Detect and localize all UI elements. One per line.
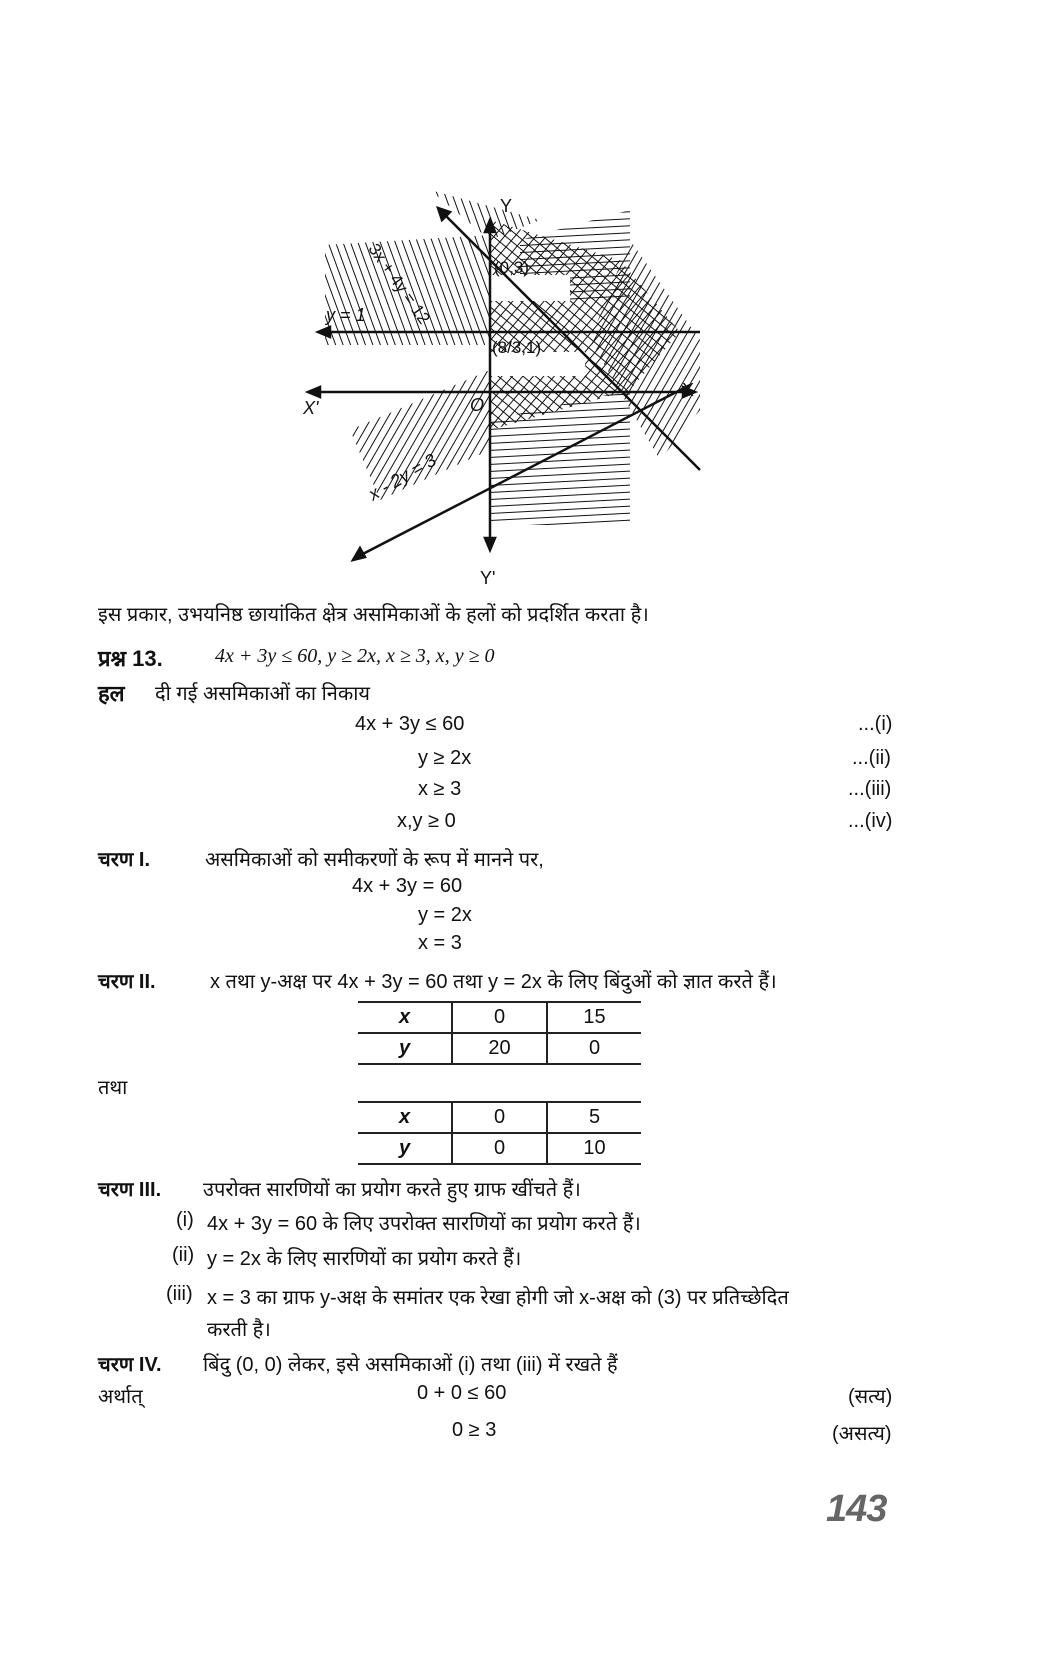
values-table-1 xyxy=(358,1001,641,1065)
step3-text: उपरोक्त सारणियों का प्रयोग करते हुए ग्राफ खींचते हैं। xyxy=(203,1179,581,1201)
label-y-axis-neg: Y' xyxy=(480,568,496,588)
step3-item-2-num: (ii) xyxy=(172,1244,195,1266)
system-eq-4: x,y ≥ 0 xyxy=(397,810,456,832)
table-cell: y xyxy=(358,1133,452,1164)
step3-item-2-text: y = 2x के लिए सारणियों का प्रयोग करते हैं। xyxy=(207,1248,522,1270)
label-line1: 3x + 4y = 12 xyxy=(364,240,434,328)
step2-label: चरण II. xyxy=(98,971,156,993)
table-cell: 15 xyxy=(547,1002,641,1033)
values-table-2 xyxy=(358,1101,641,1165)
table-cell: y xyxy=(358,1033,452,1064)
step3-item-1-num: (i) xyxy=(176,1209,194,1231)
label-point-0-3: (0,3) xyxy=(494,258,529,277)
table-cell: 0 xyxy=(452,1002,547,1033)
step1-eq-2: y = 2x xyxy=(418,904,472,926)
table-cell: 0 xyxy=(452,1133,547,1164)
check-2-eq: 0 ≥ 3 xyxy=(452,1419,497,1441)
system-tag-4: ...(iv) xyxy=(848,810,893,832)
step1-eq-1: 4x + 3y = 60 xyxy=(352,875,463,897)
table-row xyxy=(358,1133,641,1164)
system-tag-2: ...(ii) xyxy=(852,747,891,769)
solution-text: दी गई असमिकाओं का निकाय xyxy=(155,683,370,705)
step2-text: x तथा y-अक्ष पर 4x + 3y = 60 तथा y = 2x के लिए बिंदुओं को ज्ञात करते हैं। xyxy=(210,971,777,993)
solution-label: हल xyxy=(98,681,125,706)
system-eq-3: x ≥ 3 xyxy=(418,778,462,800)
system-eq-1: 4x + 3y ≤ 60 xyxy=(355,713,465,735)
step4-label: चरण IV. xyxy=(98,1354,162,1376)
table-row xyxy=(358,1002,641,1033)
step3-item-3-text: x = 3 का ग्राफ y-अक्ष के समांतर एक रेखा होगी जो x-अक्ष को (3) पर प्रतिच्छेदित xyxy=(207,1287,789,1309)
and-label: तथा xyxy=(98,1077,128,1099)
table-cell: x xyxy=(358,1002,452,1033)
step4-text: बिंदु (0, 0) लेकर, इसे असमिकाओं (i) तथा (iii) में रखते हैं xyxy=(203,1354,618,1376)
step1-label: चरण I. xyxy=(98,849,151,871)
table-cell: 20 xyxy=(452,1033,547,1064)
page-number: 143 xyxy=(826,1488,887,1530)
system-tag-1: ...(i) xyxy=(858,713,893,735)
table-cell: 10 xyxy=(547,1133,641,1164)
inequality-graph xyxy=(290,180,710,600)
system-tag-3: ...(iii) xyxy=(848,778,892,800)
conclusion-text: इस प्रकार, उभयनिष्ठ छायांकित क्षेत्र असमिकाओं के हलों को प्रदर्शित करता है। xyxy=(98,604,649,626)
step3-item-3-num: (iii) xyxy=(166,1283,193,1305)
label-origin: O xyxy=(470,395,485,415)
question-label: प्रश्न 13. xyxy=(98,646,163,671)
step1-eq-3: x = 3 xyxy=(418,932,462,954)
table-row xyxy=(358,1033,641,1064)
table-row xyxy=(358,1102,641,1133)
table-cell: 0 xyxy=(547,1033,641,1064)
label-line3: x - 2y = 3 xyxy=(365,449,440,505)
step3-label: चरण III. xyxy=(98,1179,162,1201)
check-1-result: (सत्य) xyxy=(848,1386,893,1408)
check-2-result: (असत्य) xyxy=(832,1423,892,1445)
label-point-8-3-1: (8/3,1) xyxy=(492,338,542,357)
table-cell: 0 xyxy=(452,1102,547,1133)
step3-item-3-cont: करती है। xyxy=(207,1319,271,1341)
check-1-prefix: अर्थात् xyxy=(98,1386,143,1408)
check-1-eq: 0 + 0 ≤ 60 xyxy=(417,1382,507,1404)
question-text: 4x + 3y ≤ 60, y ≥ 2x, x ≥ 3, x, y ≥ 0 xyxy=(215,645,495,667)
label-x-axis-neg: X' xyxy=(303,398,319,418)
system-eq-2: y ≥ 2x xyxy=(418,747,472,769)
table-cell: x xyxy=(358,1102,452,1133)
step1-text: असमिकाओं को समीकरणों के रूप में मानने पर, xyxy=(205,849,544,871)
step3-item-1-text: 4x + 3y = 60 के लिए उपरोक्त सारणियों का प्रयोग करते हैं। xyxy=(207,1213,641,1235)
label-y1: y = 1 xyxy=(326,305,366,325)
label-x-axis: X xyxy=(682,380,695,400)
table-cell: 5 xyxy=(547,1102,641,1133)
label-y-axis: Y xyxy=(500,196,513,216)
